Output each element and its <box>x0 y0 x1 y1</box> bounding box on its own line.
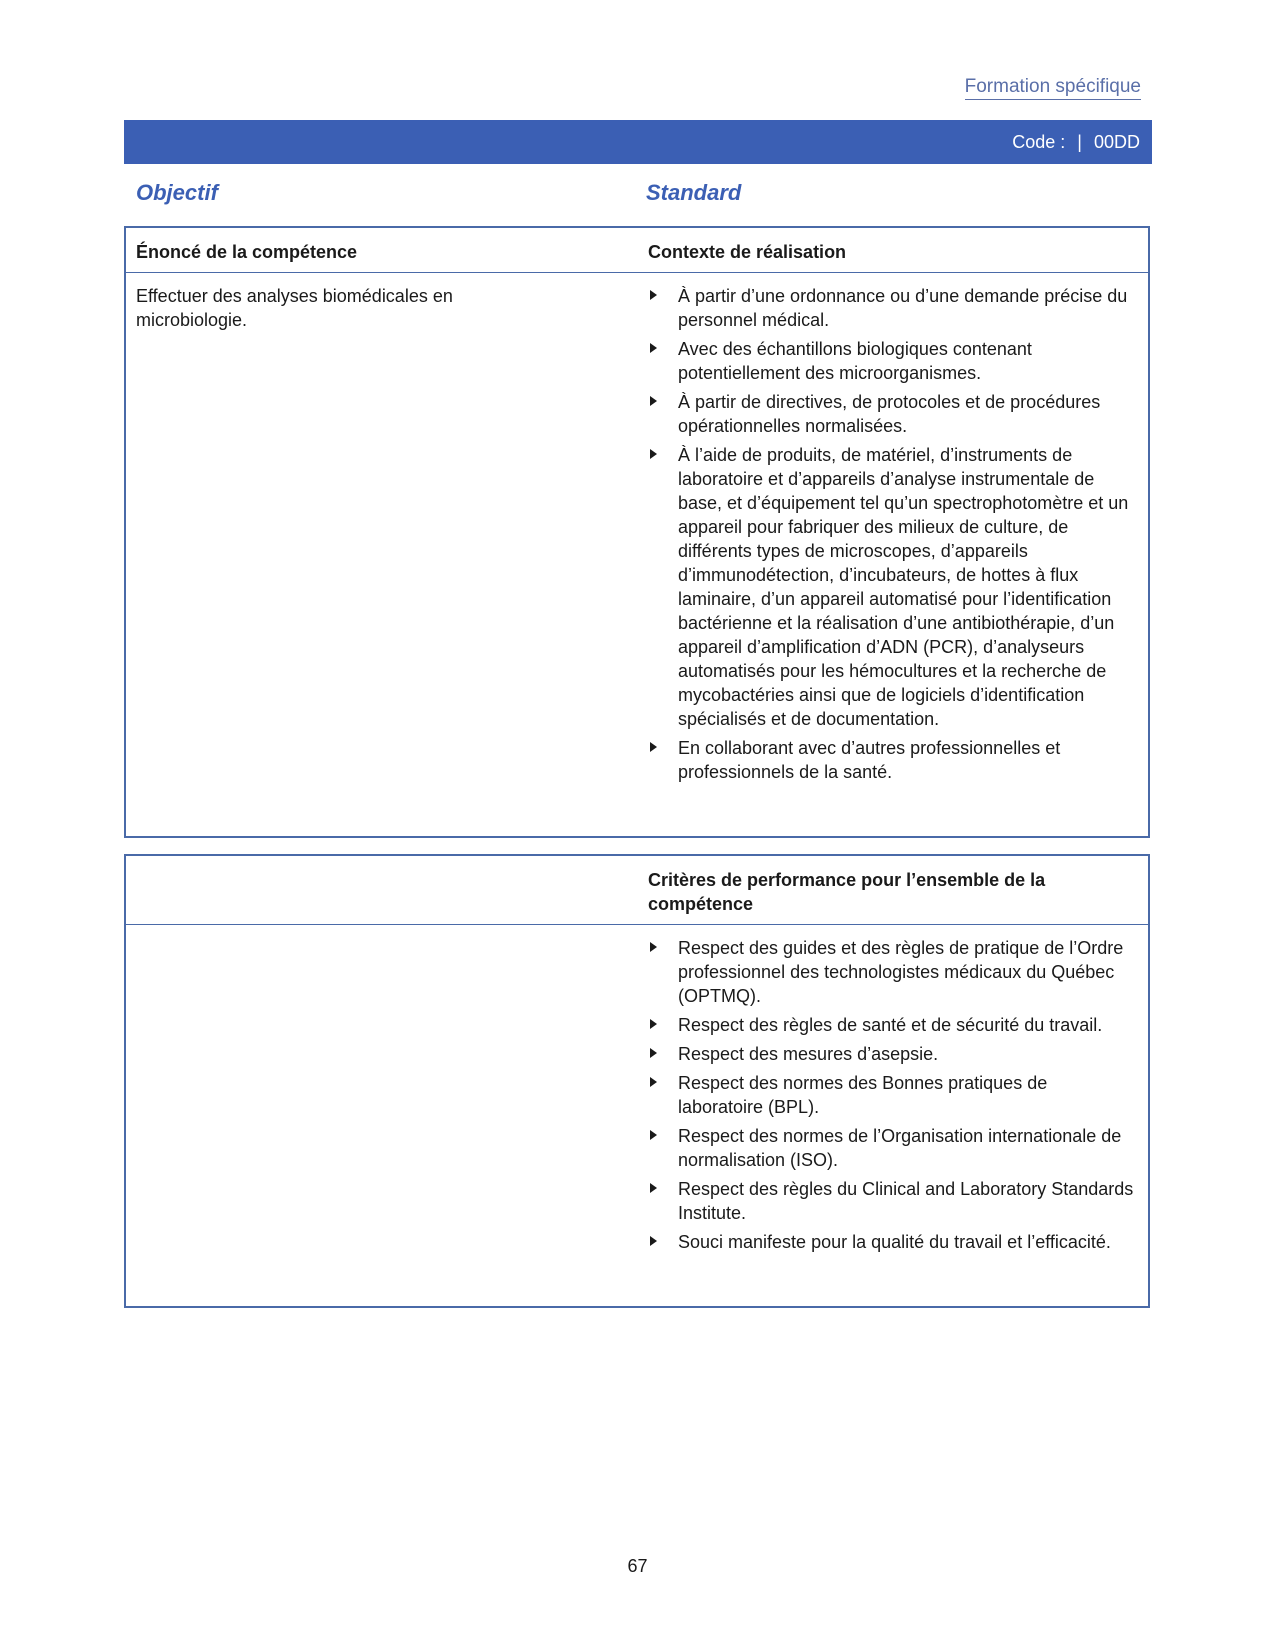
bullet-icon <box>650 1048 657 1058</box>
list-item-text: Respect des règles de santé et de sécurité du travail. <box>678 1015 1103 1035</box>
list-item <box>648 1230 1134 1254</box>
list-item <box>648 443 1134 731</box>
list-item-text: Respect des normes des Bonnes pratiques de laboratoire (BPL). <box>678 1073 1048 1117</box>
standard-heading: Standard <box>646 180 742 205</box>
list-item <box>648 284 1134 332</box>
performance-criteria-block <box>124 854 1150 1308</box>
performance-criteria-block-header <box>126 856 1148 925</box>
code-banner <box>124 120 1152 164</box>
bullet-icon <box>650 343 657 353</box>
bullet-icon <box>650 742 657 752</box>
list-item-text: Respect des normes de l’Organisation internationale de normalisation (ISO). <box>678 1126 1122 1170</box>
bullet-icon <box>650 1130 657 1140</box>
competency-block <box>124 226 1150 838</box>
list-item <box>648 1042 1134 1066</box>
bullet-icon <box>650 449 657 459</box>
bullet-icon <box>650 1183 657 1193</box>
code-value: 00DD <box>1093 131 1140 152</box>
bullet-icon <box>650 1077 657 1087</box>
list-item-text: Respect des règles du Clinical and Laboratory Standards Institute. <box>678 1179 1134 1223</box>
list-item <box>648 1071 1134 1119</box>
list-item-text: Respect des mesures d’asepsie. <box>678 1044 939 1064</box>
list-item <box>648 390 1134 438</box>
section-title: Formation spécifique <box>965 76 1141 100</box>
list-item-text: Respect des guides et des règles de pratique de l’Ordre professionnel des technologistes médicaux du Québec (OPTMQ). <box>678 938 1124 1006</box>
bullet-icon <box>650 1236 657 1246</box>
page-number: 67 <box>627 1556 648 1576</box>
competency-statement-header: Énoncé de la compétence <box>136 242 358 262</box>
list-item-text: À l’aide de produits, de matériel, d’instruments de laboratoire et d’appareils d’analyse instrumentale de base, et d’équipement tel qu’un spectrophotomètre et un appareil pour fabriquer des milieux de culture, de différents types de microscopes, d’appareils d’immunodétection, d’incubateurs, de hottes à flux laminaire, d’un appareil automatisé pour l’identification bactérienne et la réalisation d’une antibiothérapie, d’un appareil d’amplification d’ADN (PCR), d’analyseurs automatisés pour les hémocultures et la recherche de mycobactéries ainsi que de logiciels d’identification spécialisés et de documentation. <box>678 445 1129 729</box>
bullet-icon <box>650 396 657 406</box>
list-item <box>648 1177 1134 1225</box>
competency-block-header <box>126 228 1148 273</box>
list-item <box>648 1124 1134 1172</box>
list-item <box>648 936 1134 1008</box>
bullet-icon <box>650 1019 657 1029</box>
competency-statement: Effectuer des analyses biomédicales en microbiologie. <box>136 286 453 330</box>
list-item <box>648 1013 1134 1037</box>
list-item <box>648 337 1134 385</box>
bullet-icon <box>650 942 657 952</box>
list-item <box>648 736 1134 784</box>
code-separator: | <box>1077 131 1082 152</box>
code-label: Code : <box>1012 131 1066 152</box>
list-item-text: À partir d’une ordonnance ou d’une demande précise du personnel médical. <box>678 286 1128 330</box>
list-item-text: Avec des échantillons biologiques contenant potentiellement des microorganismes. <box>678 339 1032 383</box>
context-header: Contexte de réalisation <box>648 242 847 262</box>
bullet-icon <box>650 290 657 300</box>
context-list <box>648 284 1134 789</box>
performance-criteria-list <box>648 936 1134 1259</box>
objective-heading: Objectif <box>136 180 218 205</box>
list-item-text: Souci manifeste pour la qualité du travail et l’efficacité. <box>678 1232 1111 1252</box>
list-item-text: En collaborant avec d’autres professionnelles et professionnels de la santé. <box>678 738 1061 782</box>
performance-criteria-header: Critères de performance pour l’ensemble de la compétence <box>648 870 1046 914</box>
list-item-text: À partir de directives, de protocoles et de procédures opérationnelles normalisées. <box>678 392 1101 436</box>
